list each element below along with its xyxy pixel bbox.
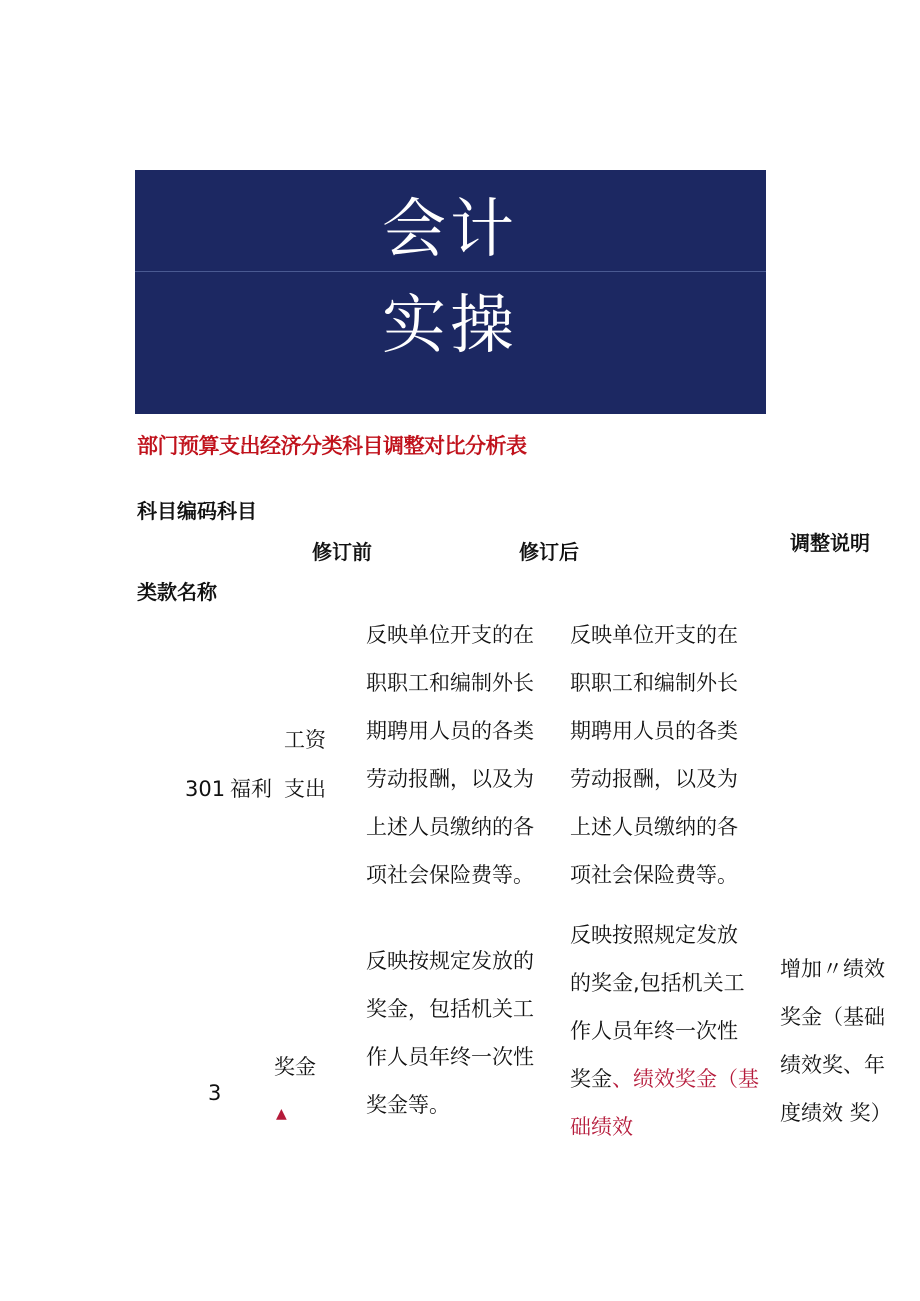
row2-after-line: 反映按照规定发放: [570, 923, 738, 947]
row2-after-highlight-line: 础绩效: [570, 1115, 633, 1139]
row2-note-line: 绩效奖、年: [780, 1053, 885, 1077]
red-marker-icon: ▲: [276, 1106, 287, 1122]
banner-line-1: 会计: [382, 193, 518, 267]
row2-after-highlight: 、绩效奖金（基: [612, 1067, 759, 1091]
row1-after-line: 上述人员缴纳的各: [570, 815, 738, 839]
row2-note: [780, 945, 920, 1135]
row1-name-bottom: 支出: [284, 777, 326, 801]
row1-code: 301: [185, 777, 226, 801]
header-name: 类款名称: [137, 580, 217, 604]
header-before: 修订前: [312, 540, 372, 564]
row1-before-line: 反映单位开支的在: [366, 623, 534, 647]
row1-before-line: 上述人员缴纳的各: [366, 815, 534, 839]
row1-before-line: 劳动报酬，以及为: [366, 767, 534, 791]
header-code-subject: 科目编码科目: [137, 499, 257, 523]
row1-before-line: 期聘用人员的各类: [366, 719, 534, 743]
row1-after-line: 职职工和编制外长: [570, 671, 738, 695]
row2-note-line: 度绩效 奖）: [780, 1101, 892, 1125]
row1-before-line: 职职工和编制外长: [366, 671, 534, 695]
header-note: 调整说明: [790, 531, 870, 555]
row2-name: 奖金: [274, 1055, 316, 1079]
row2-before-line: 奖金，包括机关工: [366, 997, 534, 1021]
header-after: 修订后: [519, 540, 579, 564]
row2-note-line: 增加〃绩效: [780, 957, 885, 981]
row2-before-line: 奖金等。: [366, 1093, 450, 1117]
row2-note-line: 奖金（基础: [780, 1005, 885, 1029]
row1-after-line: 劳动报酬，以及为: [570, 767, 738, 791]
header-banner: [135, 170, 766, 414]
row1-after-line: 期聘用人员的各类: [570, 719, 738, 743]
row2-after-line: [570, 1055, 759, 1103]
row1-before-line: 项社会保险费等。: [366, 863, 534, 887]
row2-after-plain: 奖金: [570, 1067, 612, 1091]
row1-after-line: 反映单位开支的在: [570, 623, 738, 647]
banner-divider: [135, 271, 766, 272]
banner-line-2: 实操: [382, 289, 518, 363]
row2-code: 3: [208, 1081, 222, 1105]
row1-name-top: 工资: [284, 728, 326, 752]
row1-name-mid: 福利: [230, 777, 272, 801]
row2-after-line: 作人员年终一次性: [570, 1019, 738, 1043]
document-title: 部门预算支出经济分类科目调整对比分析表: [137, 434, 527, 458]
row1-after-line: 项社会保险费等。: [570, 863, 738, 887]
row2-before-line: 反映按规定发放的: [366, 949, 534, 973]
row2-before-line: 作人员年终一次性: [366, 1045, 534, 1069]
row2-after-line: 的奖金,包括机关工: [570, 971, 745, 995]
